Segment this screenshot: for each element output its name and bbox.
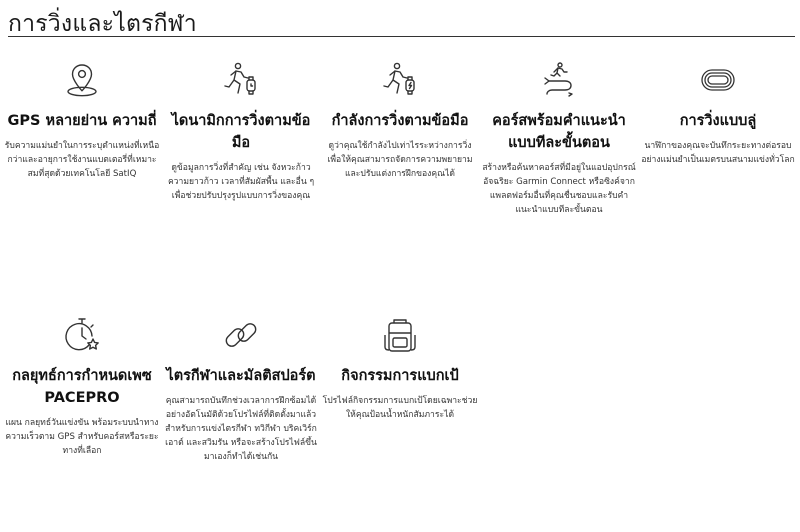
feature-card-rucking (322, 315, 478, 422)
feature-card-pacepro (4, 315, 160, 458)
feature-title: ไดนามิกการวิ่งตามข้อมือ (171, 113, 311, 151)
page-title: การวิ่งและไตรกีฬา (8, 11, 197, 37)
feature-title: ไตรกีฬาและมัลติสปอร์ต (166, 368, 316, 384)
title-divider (8, 36, 795, 37)
feature-title: กำลังการวิ่งตามข้อมือ (331, 113, 469, 129)
feature-description: แผน กลยุทธ์วันแข่งขัน พร้อมระบบนำทางความเร็วตาม GPS สำหรับคอร์สหรือระยะทางที่เลือก (5, 418, 159, 456)
feature-card-triathlon (163, 315, 319, 464)
feature-card-gps (4, 60, 160, 181)
feature-description: คุณสามารถบันทึกช่วงเวลาการฝึกซ้อมได้อย่างอัตโนมัติด้วยโปรไฟล์ที่ติดตั้งมาแล้วสำหรับการแข่งไตรกีฬา ทวิกีฬา บริคเวิร์กเอาต์ และสวิมรัน หรือจะสร้างโปรไฟล์ขึ้นมาเองก็ทำได้เช่นกัน (165, 396, 317, 462)
linked-rings-icon (221, 315, 261, 355)
backpack-icon (380, 315, 420, 355)
feature-description: โปรไฟล์กิจกรรมการแบกเป้โดยเฉพาะช่วยให้คุณป้อนน้ำหนักสัมภาระได้ (322, 396, 478, 420)
runner-watch-icon (221, 60, 261, 100)
course-route-icon (539, 60, 579, 100)
feature-description: ดูว่าคุณใช้กำลังไปเท่าไรระหว่างการวิ่งเพื่อให้คุณสามารถจัดการความพยายามและปรับแต่งการฝึกของคุณได้ (327, 141, 473, 179)
stopwatch-star-icon (62, 315, 102, 355)
feature-title: การวิ่งแบบลู่ (679, 113, 757, 129)
feature-description: นาฬิกาของคุณจะบันทึกระยะทางต่อรอบอย่างแม่นยำเป็นเมตรบนสนามแข่งทั่วโลก (641, 141, 795, 165)
feature-title: คอร์สพร้อมคำแนะนำแบบทีละขั้นตอน (492, 113, 626, 151)
feature-title: GPS หลายย่าน ความถี่ (7, 113, 157, 129)
running-track-icon (698, 60, 738, 100)
feature-title: กลยุทธ์การกำหนดเพซ PACEPRO (12, 368, 152, 406)
feature-description: ดูข้อมูลการวิ่งที่สำคัญ เช่น จังหวะก้าว ความยาวก้าว เวลาที่สัมผัสพื้น และอื่น ๆ เพื่อช่วยปรับปรุงรูปแบบการวิ่งของคุณ (167, 163, 315, 201)
feature-title: กิจกรรมการแบกเป้ (341, 368, 459, 384)
feature-card-running-dynamics (163, 60, 319, 203)
feature-card-track-run (640, 60, 796, 167)
feature-card-running-power (322, 60, 478, 181)
feature-description: สร้างหรือค้นหาคอร์สที่มีอยู่ในแอปอุปกรณ์อัจฉริยะ Garmin Connect หรือซิงค์จากแพลตฟอร์มอื่นที่คุณชื่นชอบและรับคำแนะนำแบบทีละขั้นตอน (482, 163, 636, 215)
location-pin-icon (62, 60, 102, 100)
runner-power-icon (380, 60, 420, 100)
feature-card-courses (481, 60, 637, 217)
feature-description: รับความแม่นยำในการระบุตำแหน่งที่เหนือกว่าและอายุการใช้งานแบตเตอรี่ที่เหมาะสมที่สุดด้วยเทคโนโลยี SatIQ (4, 141, 160, 179)
